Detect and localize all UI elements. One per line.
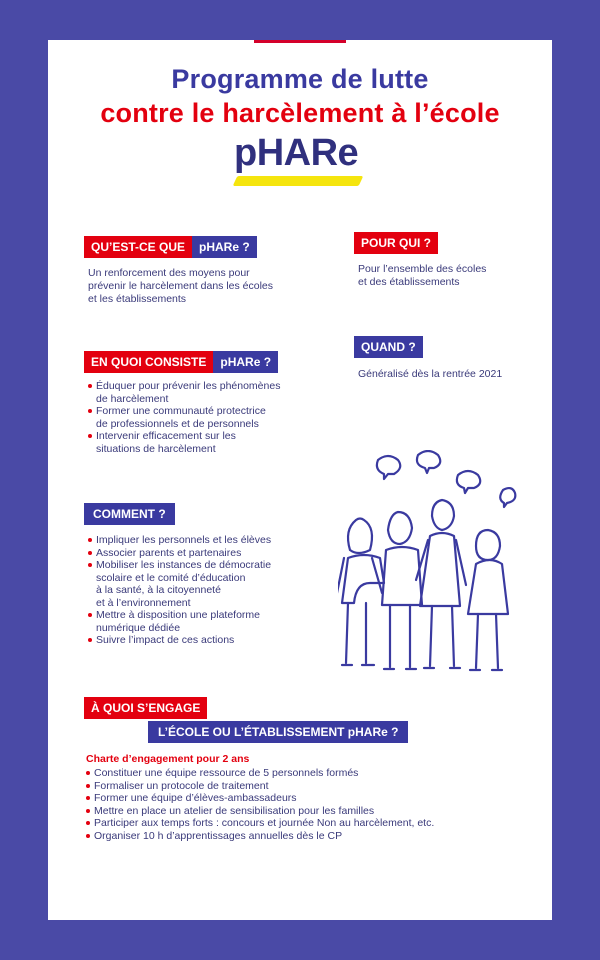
infographic-card xyxy=(48,40,552,920)
consists-item: Éduquer pour prévenir les phénomènes de harcèlement xyxy=(88,380,328,405)
consists-item: Intervenir efficacement sur les situations de harcèlement xyxy=(88,430,328,455)
when-heading xyxy=(354,336,423,358)
commit-item: Constituer une équipe ressource de 5 personnels formés xyxy=(86,767,526,780)
person-figure xyxy=(382,512,422,669)
brand-underline xyxy=(233,176,364,186)
brand-logo-text: pHARe xyxy=(234,132,359,174)
commit-subheading-label: L’ÉCOLE OU L’ÉTABLISSEMENT pHARe ? xyxy=(148,721,408,743)
group-of-students-illustration xyxy=(338,450,518,680)
consists-heading xyxy=(84,351,278,373)
how-list xyxy=(88,534,328,647)
who-line: et des établissements xyxy=(358,276,460,288)
what-heading-brand: pHARe ? xyxy=(192,236,257,258)
how-item: Mobiliser les instances de démocratie scolaire et le comité d’éducation à la santé, à la citoyenneté et à l’environnement xyxy=(88,559,328,609)
person-figure xyxy=(416,500,466,668)
person-figure xyxy=(468,530,508,670)
how-item: Impliquer les personnels et les élèves xyxy=(88,534,328,547)
consists-heading-label: EN QUOI CONSISTE xyxy=(84,351,213,373)
commit-item: Organiser 10 h d’apprentissages annuelles dès le CP xyxy=(86,830,526,843)
who-text xyxy=(358,263,538,289)
commit-heading-label: À QUOI S’ENGAGE xyxy=(84,697,207,719)
commit-list xyxy=(86,767,526,842)
consists-item: Former une communauté protectrice de professionnels et de personnels xyxy=(88,405,328,430)
how-item: Suivre l’impact de ces actions xyxy=(88,634,328,647)
how-item: Associer parents et partenaires xyxy=(88,547,328,560)
commit-item: Formaliser un protocole de traitement xyxy=(86,780,526,793)
title-line-2: contre le harcèlement à l’école xyxy=(100,98,500,128)
speech-bubble-icon xyxy=(500,488,515,507)
how-heading xyxy=(84,503,175,525)
what-heading-label: QU’EST-CE QUE xyxy=(84,236,192,258)
how-heading-label: COMMENT ? xyxy=(84,503,175,525)
how-item: Mettre à disposition une plateforme numérique dédiée xyxy=(88,609,328,634)
what-line: Un renforcement des moyens pour xyxy=(88,267,250,279)
speech-bubble-icon xyxy=(457,471,480,493)
charte-title: Charte d’engagement pour 2 ans xyxy=(86,753,250,765)
who-heading xyxy=(354,232,438,254)
what-line: et les établissements xyxy=(88,293,187,305)
person-figure xyxy=(338,519,384,666)
consists-heading-brand: pHARe ? xyxy=(213,351,278,373)
commit-item: Mettre en place un atelier de sensibilisation pour les familles xyxy=(86,805,526,818)
what-heading xyxy=(84,236,257,258)
speech-bubble-icon xyxy=(377,456,400,479)
title-line-1: Programme de lutte xyxy=(171,64,429,94)
commit-heading xyxy=(84,697,207,719)
top-accent-line xyxy=(254,40,346,43)
commit-subheading xyxy=(148,721,408,743)
what-text xyxy=(88,267,318,306)
who-heading-label: POUR QUI ? xyxy=(354,232,438,254)
when-text xyxy=(358,368,538,381)
what-line: prévenir le harcèlement dans les écoles xyxy=(88,280,274,292)
commit-item: Former une équipe d’élèves-ambassadeurs xyxy=(86,792,526,805)
who-line: Pour l’ensemble des écoles xyxy=(358,263,487,275)
commit-item: Participer aux temps forts : concours et journée Non au harcèlement, etc. xyxy=(86,817,526,830)
when-heading-label: QUAND ? xyxy=(354,336,423,358)
consists-list xyxy=(88,380,328,455)
speech-bubble-icon xyxy=(417,451,440,473)
when-line: Généralisé dès la rentrée 2021 xyxy=(358,368,503,380)
